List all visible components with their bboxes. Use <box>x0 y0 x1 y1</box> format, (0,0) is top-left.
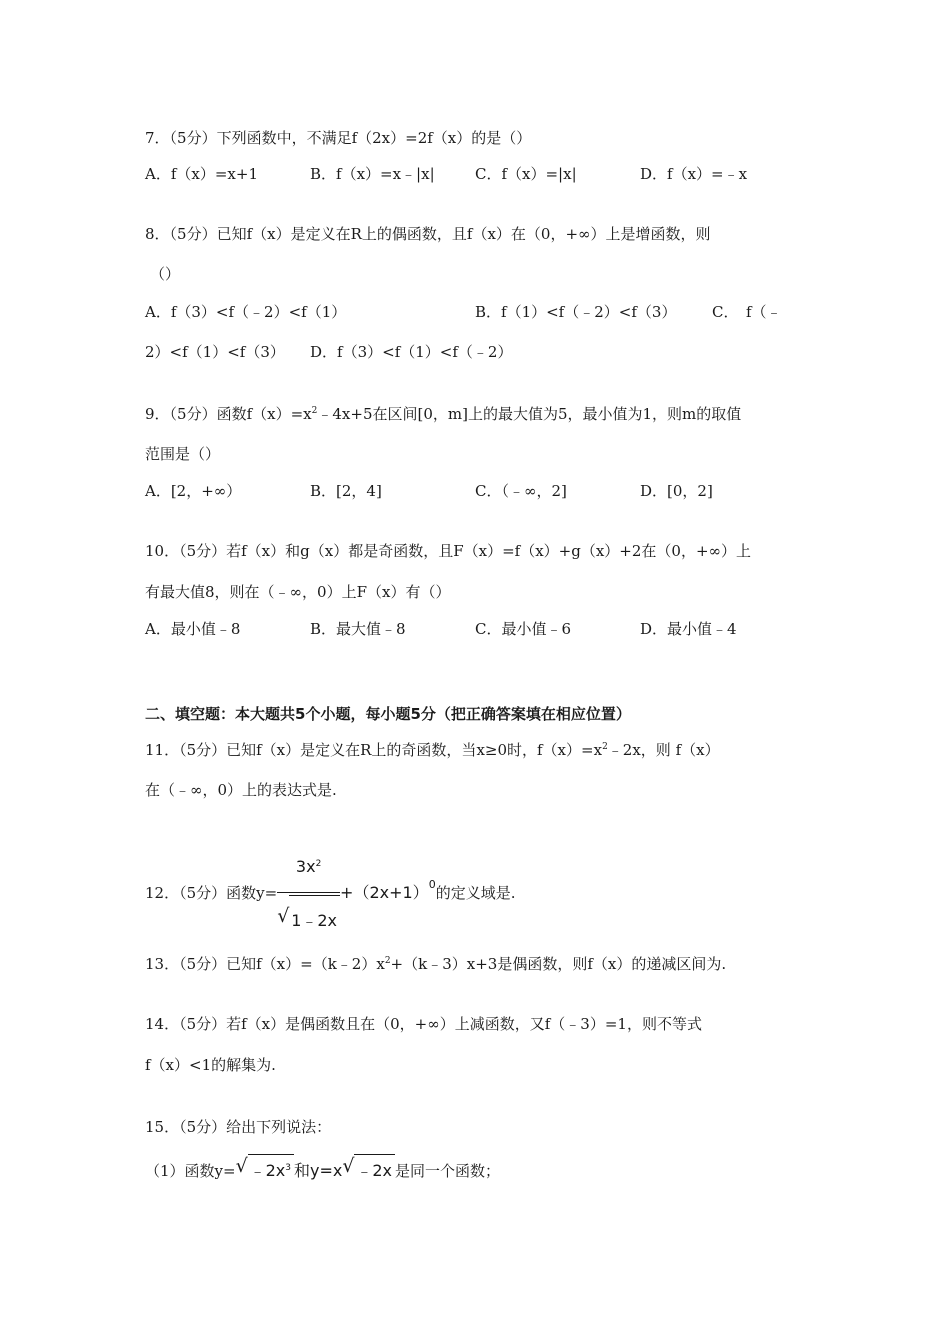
question-12-stem-post: 的定义域是. <box>435 884 516 902</box>
question-9-stem-post: ﹣4x+5在区间[0，m]上的最大值为5，最小值为1，则m的取值 <box>317 405 742 423</box>
question-10-stem-line2: 有最大值8，则在（﹣∞，0）上F（x）有（） <box>145 583 451 601</box>
section-2-heading: 二、填空题：本大题共5个小题，每小题5分（把正确答案填在相应位置） <box>145 705 631 723</box>
question-12-fraction <box>277 843 340 945</box>
question-8-option-c-part2: 2）<f（1）<f（3） <box>145 343 285 361</box>
question-11-stem-line1 <box>145 740 720 760</box>
question-7-option-d: D．f（x）=﹣x <box>640 165 748 183</box>
question-15-item-1-pre: （1）函数y= <box>145 1162 236 1180</box>
question-10-option-b: B．最大值﹣8 <box>310 620 406 638</box>
question-8-option-a: A．f（3）<f（﹣2）<f（1） <box>145 303 347 321</box>
question-10-option-c: C．最小值﹣6 <box>475 620 572 638</box>
question-8-option-b: B．f（1）<f（﹣2）<f（3） <box>475 303 677 321</box>
question-9-option-c: C．（﹣∞，2] <box>475 482 567 500</box>
question-15-item-1-mid: 和y=x <box>293 1161 343 1180</box>
question-15-stem: 15．（5分）给出下列说法： <box>145 1118 332 1136</box>
question-10-option-d: D．最小值﹣4 <box>640 620 737 638</box>
question-11-exponent: 2 <box>602 742 608 752</box>
question-12-numerator-text: 3x <box>295 857 316 876</box>
question-15-radicand-2: ﹣2x <box>354 1154 395 1186</box>
question-8-option-c-part1: C． f（﹣ <box>712 303 782 321</box>
question-9-exponent: 2 <box>311 406 318 416</box>
sqrt-icon: √ <box>235 1155 248 1177</box>
question-9-stem-line2: 范围是（） <box>145 445 221 463</box>
question-12-radicand: 1﹣2x <box>289 895 340 945</box>
question-12-sqrt <box>277 895 340 945</box>
question-13-stem <box>145 954 726 974</box>
question-9-stem-pre: 9．（5分）函数f（x）=x <box>145 405 312 423</box>
question-9-option-a: A．[2，+∞） <box>145 482 242 500</box>
question-14-stem-line2: f（x）<1的解集为. <box>145 1056 276 1074</box>
sqrt-icon: √ <box>277 905 290 927</box>
question-15-radicand-1 <box>248 1154 294 1186</box>
sqrt-icon: √ <box>342 1155 355 1177</box>
question-12-zero-exponent: 0 <box>428 878 436 891</box>
question-8-option-d: D．f（3）<f（1）<f（﹣2） <box>310 343 513 361</box>
question-10-option-a: A．最小值﹣8 <box>145 620 241 638</box>
question-14-stem-line1: 14．（5分）若f（x）是偶函数且在（0，+∞）上减函数，又f（﹣3）=1，则不等式 <box>145 1015 702 1033</box>
question-9-option-d: D．[0，2] <box>640 482 713 500</box>
question-9-option-b: B．[2，4] <box>310 482 382 500</box>
question-12-denominator <box>277 893 340 945</box>
question-11-stem-post: ﹣2x，则 f（x） <box>607 741 720 759</box>
question-15-item-1 <box>145 1154 500 1186</box>
question-15-sqrt-2 <box>342 1154 395 1186</box>
question-11-stem-pre: 11．（5分）已知f（x）是定义在R上的奇函数，当x≥0时，f（x）=x <box>145 741 603 759</box>
question-12-stem <box>145 843 515 945</box>
question-12-numerator <box>277 843 340 893</box>
question-9-stem-line1 <box>145 404 741 424</box>
question-11-stem-line2: 在（﹣∞，0）上的表达式是. <box>145 781 337 799</box>
question-7-option-a: A．f（x）=x+1 <box>145 165 258 183</box>
question-13-stem-post: +（k﹣3）x+3是偶函数，则f（x）的递减区间为. <box>390 955 727 973</box>
question-7-option-c: C．f（x）=|x| <box>475 165 577 183</box>
question-13-stem-pre: 13．（5分）已知f（x）=（k﹣2）x <box>145 955 385 973</box>
question-12-numerator-exponent: 2 <box>315 859 322 869</box>
question-10-stem-line1: 10．（5分）若f（x）和g（x）都是奇函数，且F（x）=f（x）+g（x）+2在（0，+∞）上 <box>145 542 752 560</box>
question-8-stem-line2: （） <box>150 265 181 283</box>
question-15-radicand-1-text: ﹣2x <box>249 1161 286 1180</box>
question-12-stem-pre: 12．（5分）函数y= <box>145 884 278 902</box>
question-7-option-b: B．f（x）=x﹣|x| <box>310 165 435 183</box>
question-15-sqrt-1 <box>236 1154 294 1186</box>
question-7-stem: 7．（5分）下列函数中，不满足f（2x）=2f（x）的是（） <box>145 129 532 147</box>
question-8-stem-line1: 8．（5分）已知f（x）是定义在R上的偶函数，且f（x）在（0，+∞）上是增函数，则 <box>145 225 711 243</box>
question-12-mid: +（2x+1） <box>340 883 429 902</box>
question-15-item-1-post: 是同一个函数； <box>395 1162 501 1180</box>
question-13-exponent: 2 <box>384 956 391 966</box>
question-15-radicand-1-exponent: 3 <box>285 1163 291 1173</box>
